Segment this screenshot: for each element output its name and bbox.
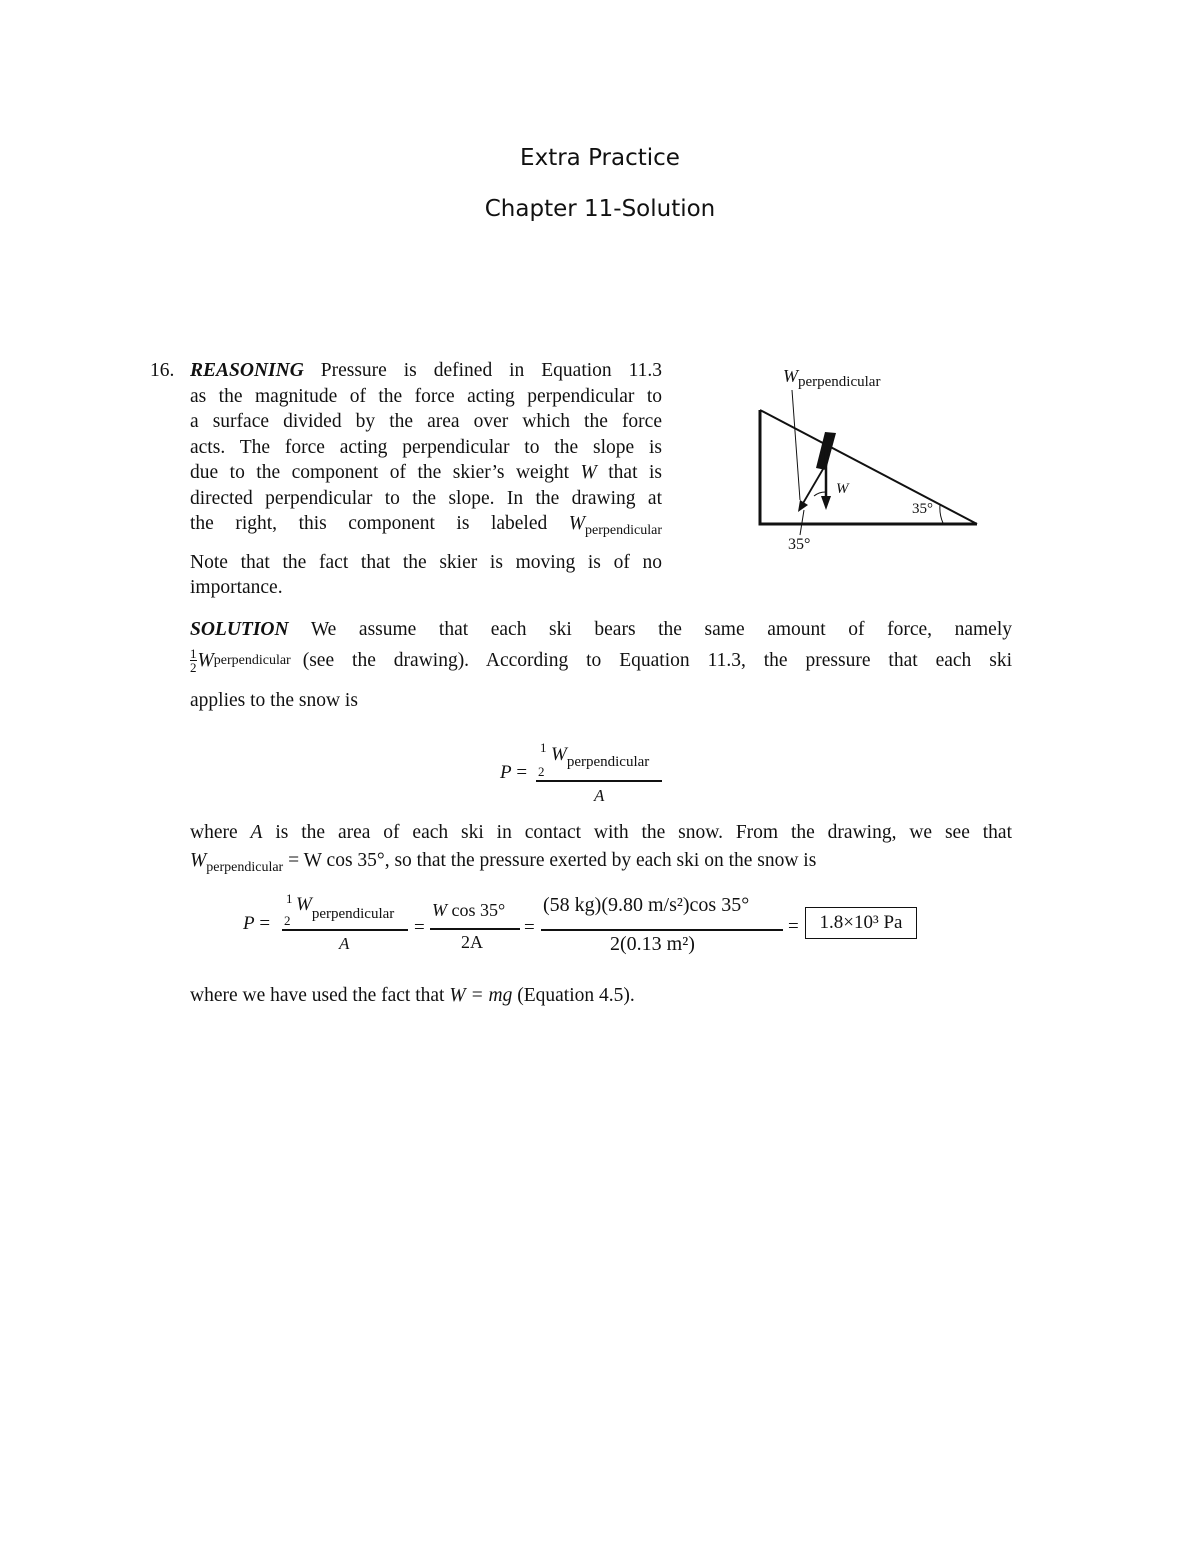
reasoning-line-3: a surface divided by the area over which the force	[190, 411, 662, 432]
final-line: where we have used the fact that W = mg (Equation 4.5).	[190, 985, 635, 1006]
reasoning-label: REASONING	[190, 360, 304, 381]
reasoning-line-5: due to the component of the skier’s weight W that is	[190, 462, 663, 483]
eq2-term3-denominator: 2(0.13 m²)	[610, 933, 695, 955]
label-leader-line	[792, 390, 800, 500]
weight-arrow-head	[821, 496, 831, 510]
reasoning-line-9: importance.	[190, 577, 283, 598]
reasoning-line-6: directed perpendicular to the slope. In the drawing at	[190, 487, 662, 509]
reasoning-line-4: acts. The force acting perpendicular to the slope is	[190, 436, 662, 458]
reasoning-line-2: as the magnitude of the force acting perpendicular to	[190, 385, 662, 407]
eq2-term1-denominator: A	[339, 934, 350, 953]
reasoning-paragraph	[190, 358, 662, 601]
eq1-lhs: P =	[500, 762, 528, 783]
eq2-term3-numerator: (58 kg)(9.80 m/s²)cos 35°	[543, 894, 750, 916]
problem-number: 16.	[150, 360, 175, 381]
eq2-half-num: 1	[286, 891, 293, 906]
eq2-lhs: P =	[243, 913, 271, 934]
eq1-numerator: $W_{perpendicular}$	[551, 744, 650, 770]
eq2-term3-bar	[541, 929, 783, 931]
eq2-term2-numerator: W cos 35°	[432, 900, 506, 920]
eq1-denominator: A	[594, 786, 605, 805]
eq1-half-den: 2	[538, 764, 545, 779]
reasoning-line-7: the right, this component is labeled $W_{perpendicular}$	[190, 513, 663, 538]
angle-arc-skier	[814, 492, 826, 496]
page-title: Extra Practice	[520, 145, 680, 171]
eq2-term2-bar	[430, 928, 520, 930]
solution-line-1: SOLUTION We assume that each ski bears the same amount of force, namely	[190, 619, 1013, 640]
where-line-2: $W_{perpendicular} = W$ cos 35°, so that the pressure exerted by each ski on the snow is	[190, 850, 817, 875]
solution-line-2: $\frac{1}{2}$ W perpendicular (see the drawing). According to Equation 11.3, the pressure that each ski	[190, 646, 1012, 675]
angle-label-right: 35°	[912, 501, 933, 517]
reasoning-line-1: REASONING Pressure is defined in Equation 11.3	[190, 360, 662, 381]
eq1-half-num: 1	[540, 740, 547, 755]
eq1-fraction-bar	[536, 780, 662, 782]
solution-label: SOLUTION	[190, 619, 289, 640]
w-label: W	[836, 481, 849, 497]
eq2-term1-bar	[282, 929, 408, 931]
eq2-eq-3: =	[788, 916, 799, 937]
half-fraction: $\frac{1}{2}$	[190, 646, 197, 675]
angle-label-bottom: 35°	[788, 536, 811, 553]
angle-arc-base	[940, 505, 943, 523]
chapter-subtitle: Chapter 11-Solution	[484, 196, 716, 222]
result-box: 1.8×10³ Pa	[805, 907, 917, 939]
eq2-eq-2: =	[524, 917, 535, 938]
eq2-half-den: 2	[284, 913, 291, 928]
reasoning-line-8: Note that the fact that the skier is moving is of no	[190, 551, 662, 573]
slope-triangle	[760, 410, 977, 524]
w-perp-label: $W_{perpendicular}$	[783, 366, 881, 390]
eq2-term2-denominator: 2A	[461, 932, 483, 952]
where-line-1: where A is the area of each ski in contact with the snow. From the drawing, we see that	[190, 822, 1012, 843]
eq2-eq-1: =	[414, 917, 425, 938]
solution-line-3: applies to the snow is	[190, 690, 358, 711]
eq2-term1-numerator: $W_{perpendicular}$	[296, 894, 395, 922]
